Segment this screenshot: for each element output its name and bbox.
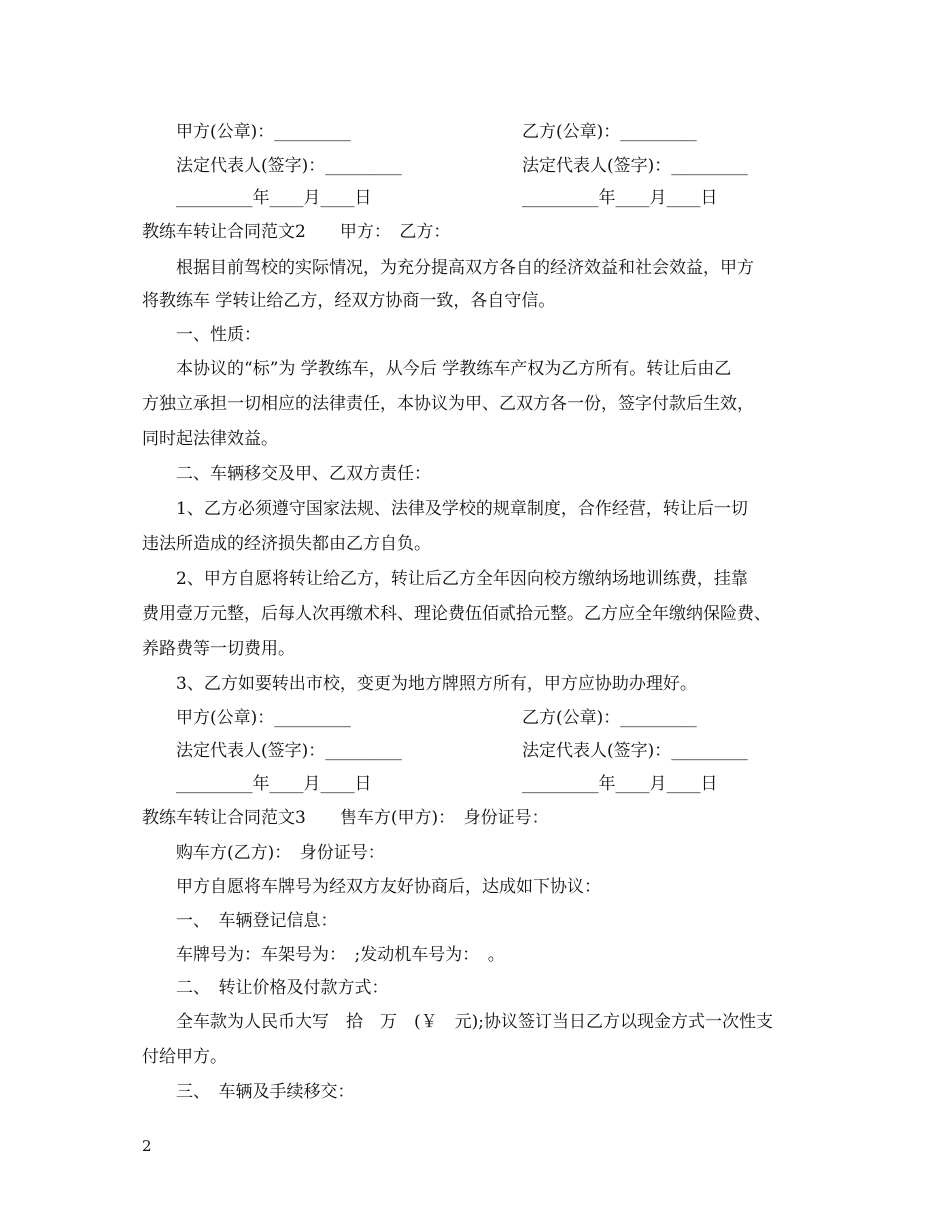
party-a-seal-line: 甲方(公章)：_________	[176, 708, 351, 728]
section-3-title: 三、 车辆及手续移交：	[176, 1082, 355, 1102]
party-a-date-line: _________年____月____日	[176, 774, 372, 794]
contract-2-intro-line: 将教练车 学转让给乙方，经双方协商一致，各自守信。	[142, 291, 556, 311]
contract-2-heading: 教练车转让合同范文2 甲方： 乙方：	[142, 222, 451, 242]
party-a-representative-line: 法定代表人(签字)：_________	[176, 741, 402, 761]
registration-info-line: 车牌号为：车架号为： ;发动机车号为： 。	[176, 945, 505, 965]
section-1-title: 一、性质：	[176, 325, 261, 345]
item-1-line: 1、乙方必须遵守国家法规、法律及学校的规章制度，合作经营，转让后一切	[176, 499, 748, 519]
item-2-line: 2、甲方自愿将转让给乙方，转让后乙方全年因向校方缴纳场地训练费，挂靠	[176, 569, 748, 589]
section-1-body-line: 同时起法律效益。	[142, 429, 278, 449]
party-b-representative-line: 法定代表人(签字)：_________	[522, 741, 748, 761]
party-b-date-line: _________年____月____日	[522, 188, 718, 208]
party-b-date-line: _________年____月____日	[522, 774, 718, 794]
price-line: 付给甲方。	[142, 1047, 227, 1067]
party-b-seal-line: 乙方(公章)：_________	[522, 122, 697, 142]
price-line: 全车款为人民币大写 拾 万 (￥ 元);协议签订当日乙方以现金方式一次性支	[176, 1012, 773, 1032]
section-1-body-line: 本协议的“标”为 学教练车，从今后 学教练车产权为乙方所有。转让后由乙	[176, 359, 732, 379]
party-a-representative-line: 法定代表人(签字)：_________	[176, 156, 402, 176]
contract-2-intro-line: 根据目前驾校的实际情况，为充分提高双方各自的经济效益和社会效益，甲方	[176, 258, 754, 278]
item-2-line: 费用壹万元整，后每人次再缴术科、理论费伍佰贰拾元整。乙方应全年缴纳保险费、	[142, 604, 771, 624]
agreement-line: 甲方自愿将车牌号为经双方友好协商后，达成如下协议：	[176, 877, 601, 897]
buyer-line: 购车方(乙方)： 身份证号：	[176, 843, 385, 863]
party-b-seal-line: 乙方(公章)：_________	[522, 708, 697, 728]
section-1-title: 一、 车辆登记信息：	[176, 911, 338, 931]
section-2-title: 二、车辆移交及甲、乙双方责任：	[176, 464, 431, 484]
page-number: 2	[142, 1137, 152, 1155]
party-a-seal-line: 甲方(公章)：_________	[176, 122, 351, 142]
party-a-date-line: _________年____月____日	[176, 188, 372, 208]
item-3-line: 3、乙方如要转出市校，变更为地方牌照方所有，甲方应协助办理好。	[176, 674, 697, 694]
item-2-line: 养路费等一切费用。	[142, 639, 295, 659]
contract-3-heading: 教练车转让合同范文3 售车方(甲方)： 身份证号：	[142, 808, 549, 828]
party-b-representative-line: 法定代表人(签字)：_________	[522, 156, 748, 176]
section-1-body-line: 方独立承担一切相应的法律责任，本协议为甲、乙双方各一份，签字付款后生效，	[142, 394, 754, 414]
section-2-title: 二、 转让价格及付款方式：	[176, 978, 389, 998]
item-1-line: 违法所造成的经济损失都由乙方自负。	[142, 534, 431, 554]
